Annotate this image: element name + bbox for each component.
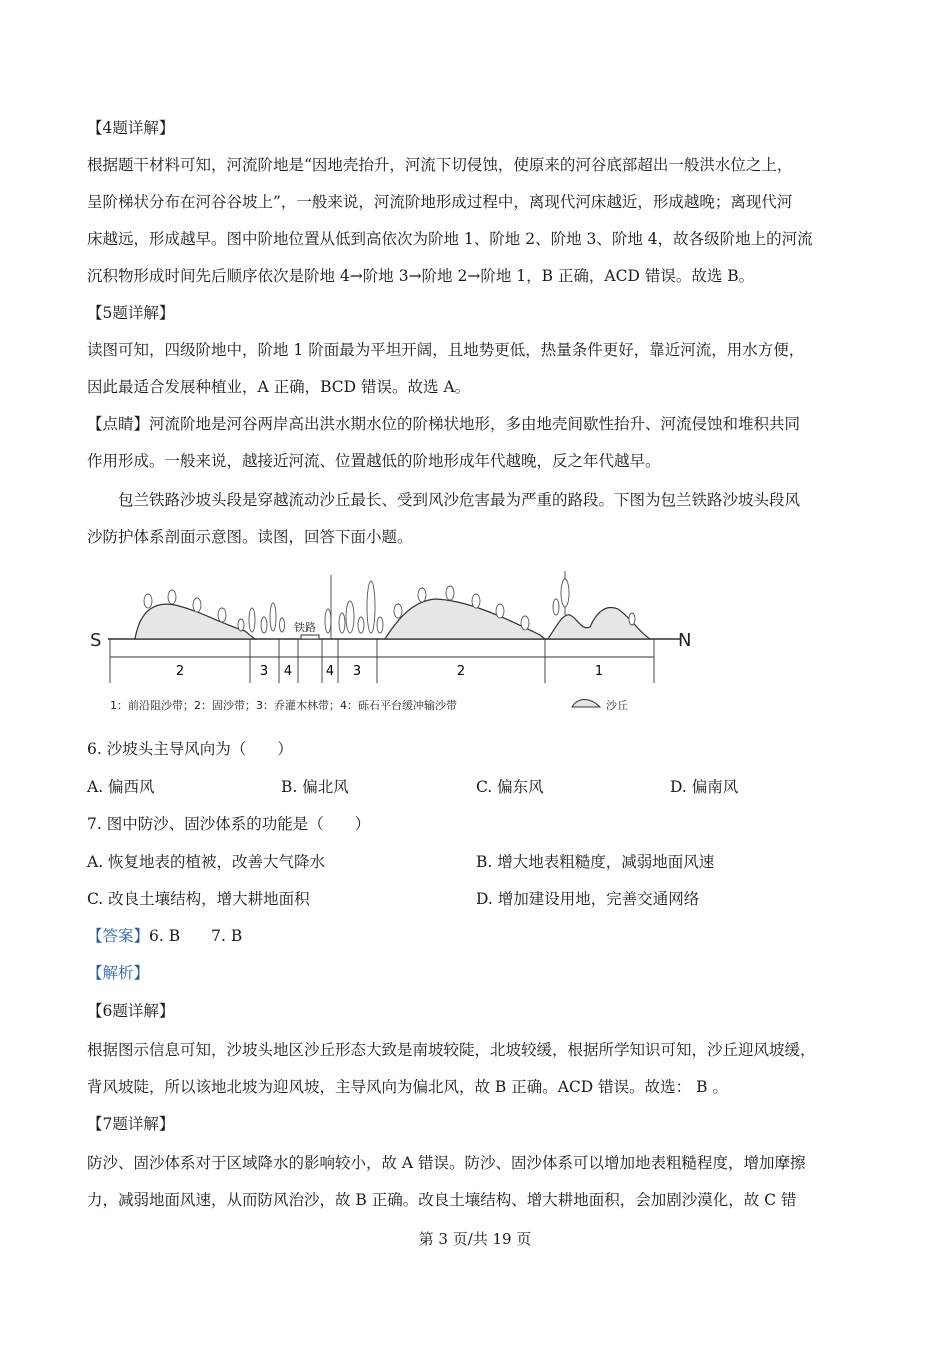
dune-legend-label: 沙丘 (606, 699, 628, 712)
paragraph-line: 防沙、固沙体系对于区域降水的影响较小，故 A 错误。防沙、固沙体系可以增加地表粗糙程度，增加摩擦 (87, 1154, 806, 1172)
tree-icon (446, 586, 454, 600)
answer-label: 【答案】 (87, 927, 150, 945)
tree-icon (270, 603, 276, 631)
tree-icon (629, 613, 635, 625)
paragraph-line: 力，减弱地面风速，从而防风治沙，故 B 正确。改良土壤结构、增大耕地面积，会加剧沙漠化，故 C 错 (87, 1191, 797, 1209)
tree-icon (193, 598, 201, 612)
railway-icon (301, 635, 319, 639)
intro-line: 沙防护体系剖面示意图。读图，回答下面小题。 (87, 528, 413, 546)
tree-icon (238, 619, 244, 631)
tree-icon (521, 616, 529, 630)
q7-option-c: C. 改良土壤结构，增大耕地面积 (87, 890, 310, 908)
q7-detail-heading: 【7题详解】 (87, 1115, 175, 1133)
paragraph-line: 沉积物形成时间先后顺序依次是阶地 4→阶地 3→阶地 2→阶地 1，B 正确，ACD 错误。故选 B。 (87, 267, 755, 285)
tree-icon (472, 594, 480, 608)
south-label: S (90, 630, 102, 651)
tree-icon (261, 617, 267, 633)
question-7: 7. 图中防沙、固沙体系的功能是（ ） (87, 815, 371, 833)
tree-icon (553, 599, 559, 615)
zone-label: 3 (352, 664, 362, 679)
tree-icon (280, 618, 285, 632)
q7-option-d: D. 增加建设用地，完善交通网络 (476, 890, 700, 908)
zone-label: 2 (456, 664, 466, 679)
q4-detail-heading: 【4题详解】 (87, 119, 175, 137)
q6-option-c: C. 偏东风 (476, 778, 544, 796)
tree-icon (249, 608, 255, 632)
sand-dune-north (385, 599, 545, 639)
tree-icon (168, 590, 176, 604)
tree-icon (325, 609, 331, 633)
tree-icon (218, 608, 226, 622)
sand-protection-profile-figure (80, 565, 692, 725)
intro-line: 包兰铁路沙坡头段是穿越流动沙丘最长、受到风沙危害最为严重的路段。下图为包兰铁路沙坡头段风 (118, 491, 801, 509)
paragraph-line: 作用形成。一般来说，越接近河流、位置越低的阶地形成年代越晚，反之年代越早。 (87, 452, 661, 470)
tree-icon (496, 604, 504, 618)
zone-label: 4 (325, 664, 335, 679)
zone-label: 3 (259, 664, 269, 679)
question-6: 6. 沙坡头主导风向为（ ） (87, 740, 293, 758)
zone-label: 2 (175, 664, 185, 679)
zone-label: 1 (594, 664, 604, 679)
q6-option-d: D. 偏南风 (670, 778, 739, 796)
tree-icon (346, 601, 354, 633)
front-dunes (548, 608, 650, 639)
paragraph-line: 根据题干材料可知，河流阶地是“因地壳抬升，河流下切侵蚀，使原来的河谷底部超出一般洪水位之上， (87, 156, 793, 174)
q6-option-b: B. 偏北风 (281, 778, 349, 796)
page-footer: 第 3 页/共 19 页 (418, 1230, 532, 1248)
tree-icon (377, 617, 383, 633)
answer-line (87, 926, 242, 946)
tree-icon (394, 604, 402, 618)
q6-option-a: A. 偏西风 (87, 778, 155, 796)
tree-icon (144, 594, 152, 608)
tree-icon (367, 581, 375, 633)
paragraph-line: 背风坡陡，所以该地北坡为迎风坡，主导风向为偏北风，故 B 正确。ACD 错误。故选： B 。 (87, 1078, 728, 1096)
tree-icon (561, 579, 569, 607)
paragraph-line: 床越远，形成越早。图中阶地位置从低到高依次为阶地 1、阶地 2、阶地 3、阶地 4，故各级阶地上的河流 (87, 230, 813, 248)
analysis-label: 【解析】 (87, 964, 150, 982)
q7-option-a: A. 恢复地表的植被，改善大气降水 (87, 853, 326, 871)
figure-legend: 1：前沿阻沙带；2：固沙带；3：乔灌木林带；4：砾石平台缓冲输沙带 (110, 699, 457, 712)
north-label: N (678, 630, 692, 651)
q6-detail-heading: 【6题详解】 (87, 1002, 175, 1020)
tree-icon (418, 588, 426, 602)
dune-legend-icon (572, 700, 600, 708)
paragraph-line: 因此最适合发展种植业，A 正确，BCD 错误。故选 A。 (87, 378, 471, 396)
tree-icon (339, 613, 345, 633)
q5-detail-heading: 【5题详解】 (87, 304, 175, 322)
paragraph-line: 根据图示信息可知，沙坡头地区沙丘形态大致是南坡较陡，北坡较缓，根据所学知识可知，沙丘迎风坡缓， (87, 1041, 816, 1059)
answer-text: 6. B 7. B (149, 927, 243, 945)
paragraph-line: 读图可知，四级阶地中，阶地 1 阶面最为平坦开阔，且地势更低，热量条件更好，靠近河流，用水方便， (87, 341, 805, 359)
zone-label: 4 (283, 664, 293, 679)
paragraph-line: 呈阶梯状分布在河谷谷坡上”，一般来说，河流阶地形成过程中，离现代河床越近，形成越晚；离现代河 (87, 193, 793, 211)
tree-icon (358, 617, 364, 633)
railway-label: 铁路 (294, 621, 316, 634)
key-point-line: 【点睛】河流阶地是河谷两岸高出洪水期水位的阶梯状地形，多由地壳间歇性抬升、河流侵蚀和堆积共同 (87, 415, 801, 433)
q7-option-b: B. 增大地表粗糙度，减弱地面风速 (476, 853, 715, 871)
